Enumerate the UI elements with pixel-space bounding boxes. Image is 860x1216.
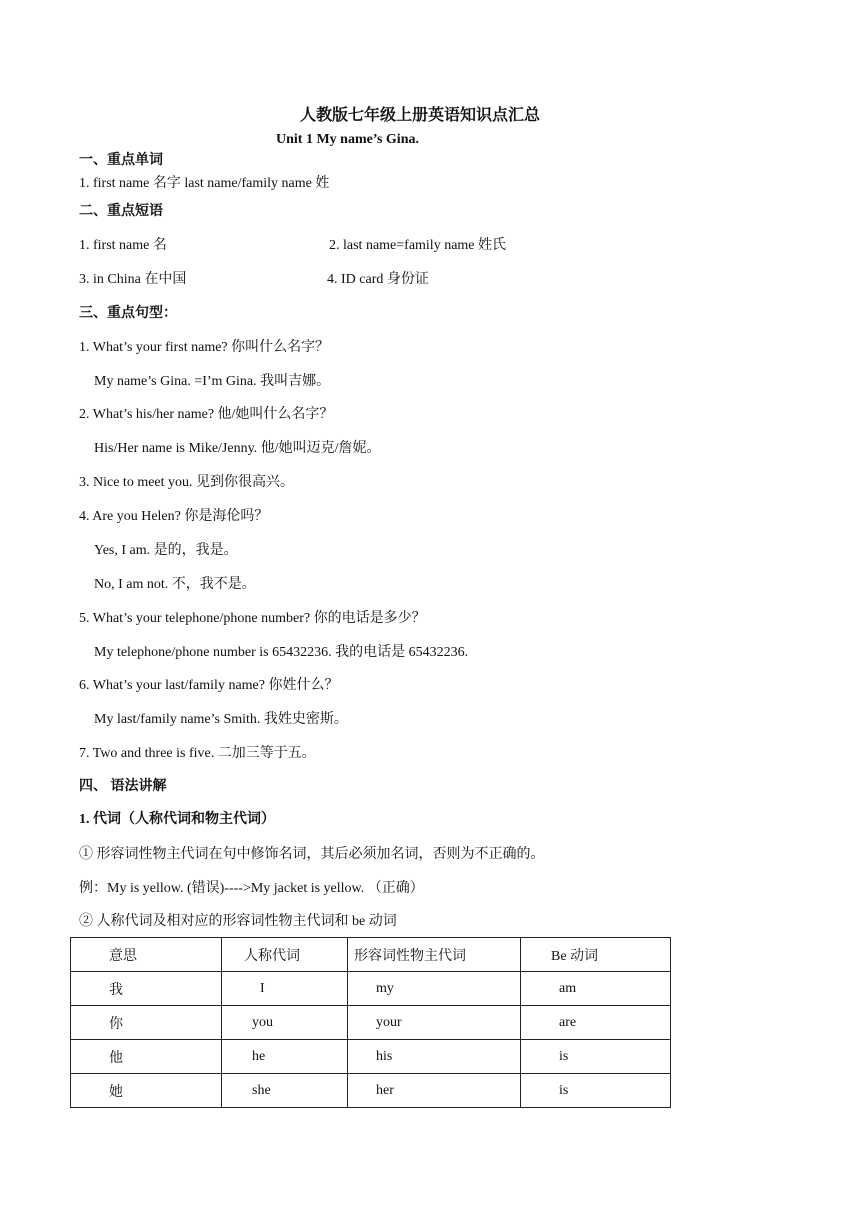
sentence-answer: His/Her name is Mike/Jenny. 他/她叫迈克/詹妮。 <box>94 441 381 456</box>
sentence-item: 1. What’s your first name? 你叫什么名字？ <box>79 340 330 355</box>
table-row <box>71 1074 671 1108</box>
table-cell: you <box>222 1006 348 1040</box>
table-header-row <box>71 938 671 972</box>
phrase-item: 1. first name 名 <box>79 238 167 253</box>
sentence-answer: My telephone/phone number is 65432236. 我的电话是 65432236. <box>94 645 469 660</box>
phrase-item: 2. last name=family name 姓氏 <box>329 238 507 253</box>
table-header-cell: 人称代词 <box>222 938 348 972</box>
sentence-item: 6. What’s your last/family name? 你姓什么？ <box>79 678 339 693</box>
table-cell: is <box>521 1040 671 1074</box>
sentence-item: 4. Are you Helen? 你是海伦吗？ <box>79 509 269 524</box>
table-cell: 我 <box>71 972 222 1006</box>
grammar-example: 例：My is yellow. (错误)---->My jacket is yellow. （正确） <box>79 881 424 896</box>
table-cell: her <box>348 1074 521 1108</box>
section-heading-grammar: 四、 语法讲解 <box>79 779 167 794</box>
table-row <box>71 972 671 1006</box>
phrase-item: 4. ID card 身份证 <box>327 272 429 287</box>
table-cell: she <box>222 1074 348 1108</box>
table-cell: I <box>222 972 348 1006</box>
table-cell: your <box>348 1006 521 1040</box>
pronoun-table <box>70 937 671 1108</box>
table-cell: his <box>348 1040 521 1074</box>
sentence-item: 2. What’s his/her name? 他/她叫什么名字？ <box>79 407 334 422</box>
table-cell: my <box>348 972 521 1006</box>
table-cell: am <box>521 972 671 1006</box>
table-header-cell: Be 动词 <box>521 938 671 972</box>
table-cell: 她 <box>71 1074 222 1108</box>
grammar-point: ② 人称代词及相对应的形容词性物主代词和 be 动词 <box>79 914 397 929</box>
table-header-cell: 意思 <box>71 938 222 972</box>
key-words-line: 1. first name 名字 last name/family name 姓 <box>79 176 330 191</box>
section-heading-key-sentences: 三、重点句型： <box>79 306 177 321</box>
table-row <box>71 1006 671 1040</box>
unit-subtitle: Unit 1 My name’s Gina. <box>276 132 419 147</box>
section-heading-key-phrases: 二、重点短语 <box>79 204 163 219</box>
table-cell: are <box>521 1006 671 1040</box>
table-header-cell: 形容词性物主代词 <box>348 938 521 972</box>
sentence-item: 5. What’s your telephone/phone number? 你的电话是多少？ <box>79 611 426 626</box>
sentence-item: 7. Two and three is five. 二加三等于五。 <box>79 746 316 761</box>
sentence-answer: Yes, I am. 是的，我是。 <box>94 543 238 558</box>
sentence-answer: No, I am not. 不，我不是。 <box>94 577 256 592</box>
sentence-item: 3. Nice to meet you. 见到你很高兴。 <box>79 475 295 490</box>
grammar-subheading: 1. 代词（人称代词和物主代词） <box>79 812 275 827</box>
sentence-answer: My last/family name’s Smith. 我姓史密斯。 <box>94 712 348 727</box>
table-cell: 他 <box>71 1040 222 1074</box>
table-cell: he <box>222 1040 348 1074</box>
document-title: 人教版七年级上册英语知识点汇总 <box>300 107 541 124</box>
table-cell: is <box>521 1074 671 1108</box>
grammar-point: ① 形容词性物主代词在句中修饰名词，其后必须加名词，否则为不正确的。 <box>79 847 545 862</box>
table-row <box>71 1040 671 1074</box>
sentence-answer: My name’s Gina. =I’m Gina. 我叫吉娜。 <box>94 374 331 389</box>
phrase-item: 3. in China 在中国 <box>79 272 187 287</box>
table-cell: 你 <box>71 1006 222 1040</box>
section-heading-key-words: 一、重点单词 <box>79 153 163 168</box>
